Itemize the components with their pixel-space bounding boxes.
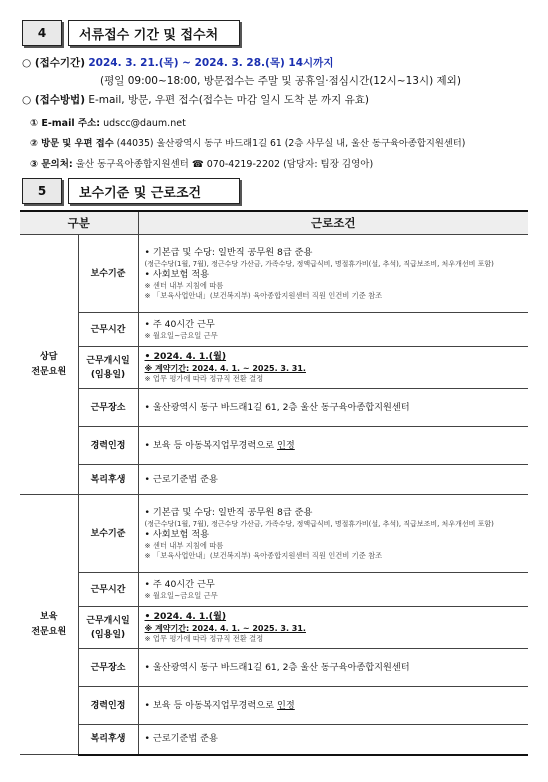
address-value: (44035) 울산광역시 동구 바드래1길 61 (2층 사무실 내, 울산 동구육아종합지원센터)	[116, 138, 466, 149]
table-row	[20, 607, 528, 649]
row-label: 경력인정	[78, 427, 138, 465]
table-row	[20, 389, 528, 427]
row-label: 근무장소	[78, 389, 138, 427]
row-content: • 기본급 및 수당: 일반직 공무원 8급 준용 (정근수당(1월, 7월), 정근수당 가산금, 가족수당, 정액급식비, 명절휴가비(설, 추석), 직급보조비, 처우개선비 포함) • 사회보험 적용 ※ 센터 내부 지침에 따름 ※ 「보육사업안내」(보건복지부) 육아종합지원센터 직원 인건비 기준 참조	[138, 235, 528, 313]
contact-line	[30, 156, 373, 170]
row-label: 경력인정	[78, 687, 138, 725]
section-number: 5	[22, 178, 62, 204]
row-content: • 기본급 및 수당: 일반직 공무원 8급 준용 (정근수당(1월, 7월), 정근수당 가산금, 가족수당, 정액급식비, 명절휴가비(설, 추석), 직급보조비, 처우개선비 포함) • 사회보험 적용 ※ 센터 내부 지침에 따름 ※ 「보육사업안내」(보건복지부) 육아종합지원센터 직원 인건비 기준 참조	[138, 495, 528, 573]
section-number: 4	[22, 20, 62, 46]
table-row	[20, 687, 528, 725]
row-label: 보수기준	[78, 235, 138, 313]
table-row	[20, 649, 528, 687]
method-value: E-mail, 방문, 우편 접수(접수는 마감 일시 도착 분 까지 유효)	[88, 94, 370, 106]
method-label: ○ (접수방법)	[22, 94, 85, 106]
table-row	[20, 427, 528, 465]
table-row	[20, 495, 528, 573]
row-content: • 주 40시간 근무 ※ 월요일~금요일 근무	[138, 573, 528, 607]
row-label: 복리후생	[78, 725, 138, 755]
row-label: 근무시간	[78, 573, 138, 607]
email-line	[30, 115, 186, 129]
row-content: • 2024. 4. 1.(월) ※ 계약기간: 2024. 4. 1. ~ 2025. 3. 31. ※ 업무 평가에 따라 정규직 전환 결정	[138, 607, 528, 649]
email-label: ① E-mail 주소:	[30, 118, 101, 129]
period-note: (평일 09:00~18:00, 방문접수는 주말 및 공휴일·점심시간(12시~13시) 제외)	[100, 75, 461, 87]
table-row	[20, 465, 528, 495]
row-label: 복리후생	[78, 465, 138, 495]
row-label: 근무개시일 (임용일)	[78, 347, 138, 389]
table-row	[20, 725, 528, 755]
header-category: 구분	[20, 211, 138, 235]
section-5-header	[22, 178, 240, 204]
table-row	[20, 347, 528, 389]
row-content: • 보육 등 아동복지업무경력으로 인정	[138, 427, 528, 465]
conditions-table	[20, 210, 528, 756]
period-line	[22, 55, 333, 70]
email-value[interactable]: udscc@daum.net	[103, 118, 186, 129]
table-row	[20, 235, 528, 313]
address-line	[30, 135, 465, 149]
table-row	[20, 573, 528, 607]
contact-value: 울산 동구육아종합지원센터 ☎ 070-4219-2202 (담당자: 팀장 김영아)	[75, 159, 374, 170]
group-name: 상담 전문요원	[20, 235, 78, 495]
section-title: 보수기준 및 근로조건	[68, 178, 240, 204]
section-4-header	[22, 20, 240, 46]
table-header-row	[20, 211, 528, 235]
row-content: • 보육 등 아동복지업무경력으로 인정	[138, 687, 528, 725]
row-label: 근무장소	[78, 649, 138, 687]
method-line	[22, 92, 369, 107]
row-content: • 주 40시간 근무 ※ 월요일~금요일 근무	[138, 313, 528, 347]
row-content: • 근로기준법 준용	[138, 465, 528, 495]
row-label: 보수기준	[78, 495, 138, 573]
period-value: 2024. 3. 21.(목) ~ 2024. 3. 28.(목) 14시까지	[88, 57, 334, 69]
row-label: 근무개시일 (임용일)	[78, 607, 138, 649]
row-content: • 울산광역시 동구 바드래1길 61, 2층 울산 동구육아종합지원센터	[138, 649, 528, 687]
table-row	[20, 313, 528, 347]
row-content: • 근로기준법 준용	[138, 725, 528, 755]
row-content: • 울산광역시 동구 바드래1길 61, 2층 울산 동구육아종합지원센터	[138, 389, 528, 427]
row-content: • 2024. 4. 1.(월) ※ 계약기간: 2024. 4. 1. ~ 2025. 3. 31. ※ 업무 평가에 따라 정규직 전환 결정	[138, 347, 528, 389]
section-title: 서류접수 기간 및 접수처	[68, 20, 240, 46]
address-label: ② 방문 및 우편 접수	[30, 138, 114, 149]
group-name: 보육 전문요원	[20, 495, 78, 755]
header-conditions: 근로조건	[138, 211, 528, 235]
row-label: 근무시간	[78, 313, 138, 347]
period-label: ○ (접수기간)	[22, 57, 85, 69]
contact-label: ③ 문의처:	[30, 159, 73, 170]
